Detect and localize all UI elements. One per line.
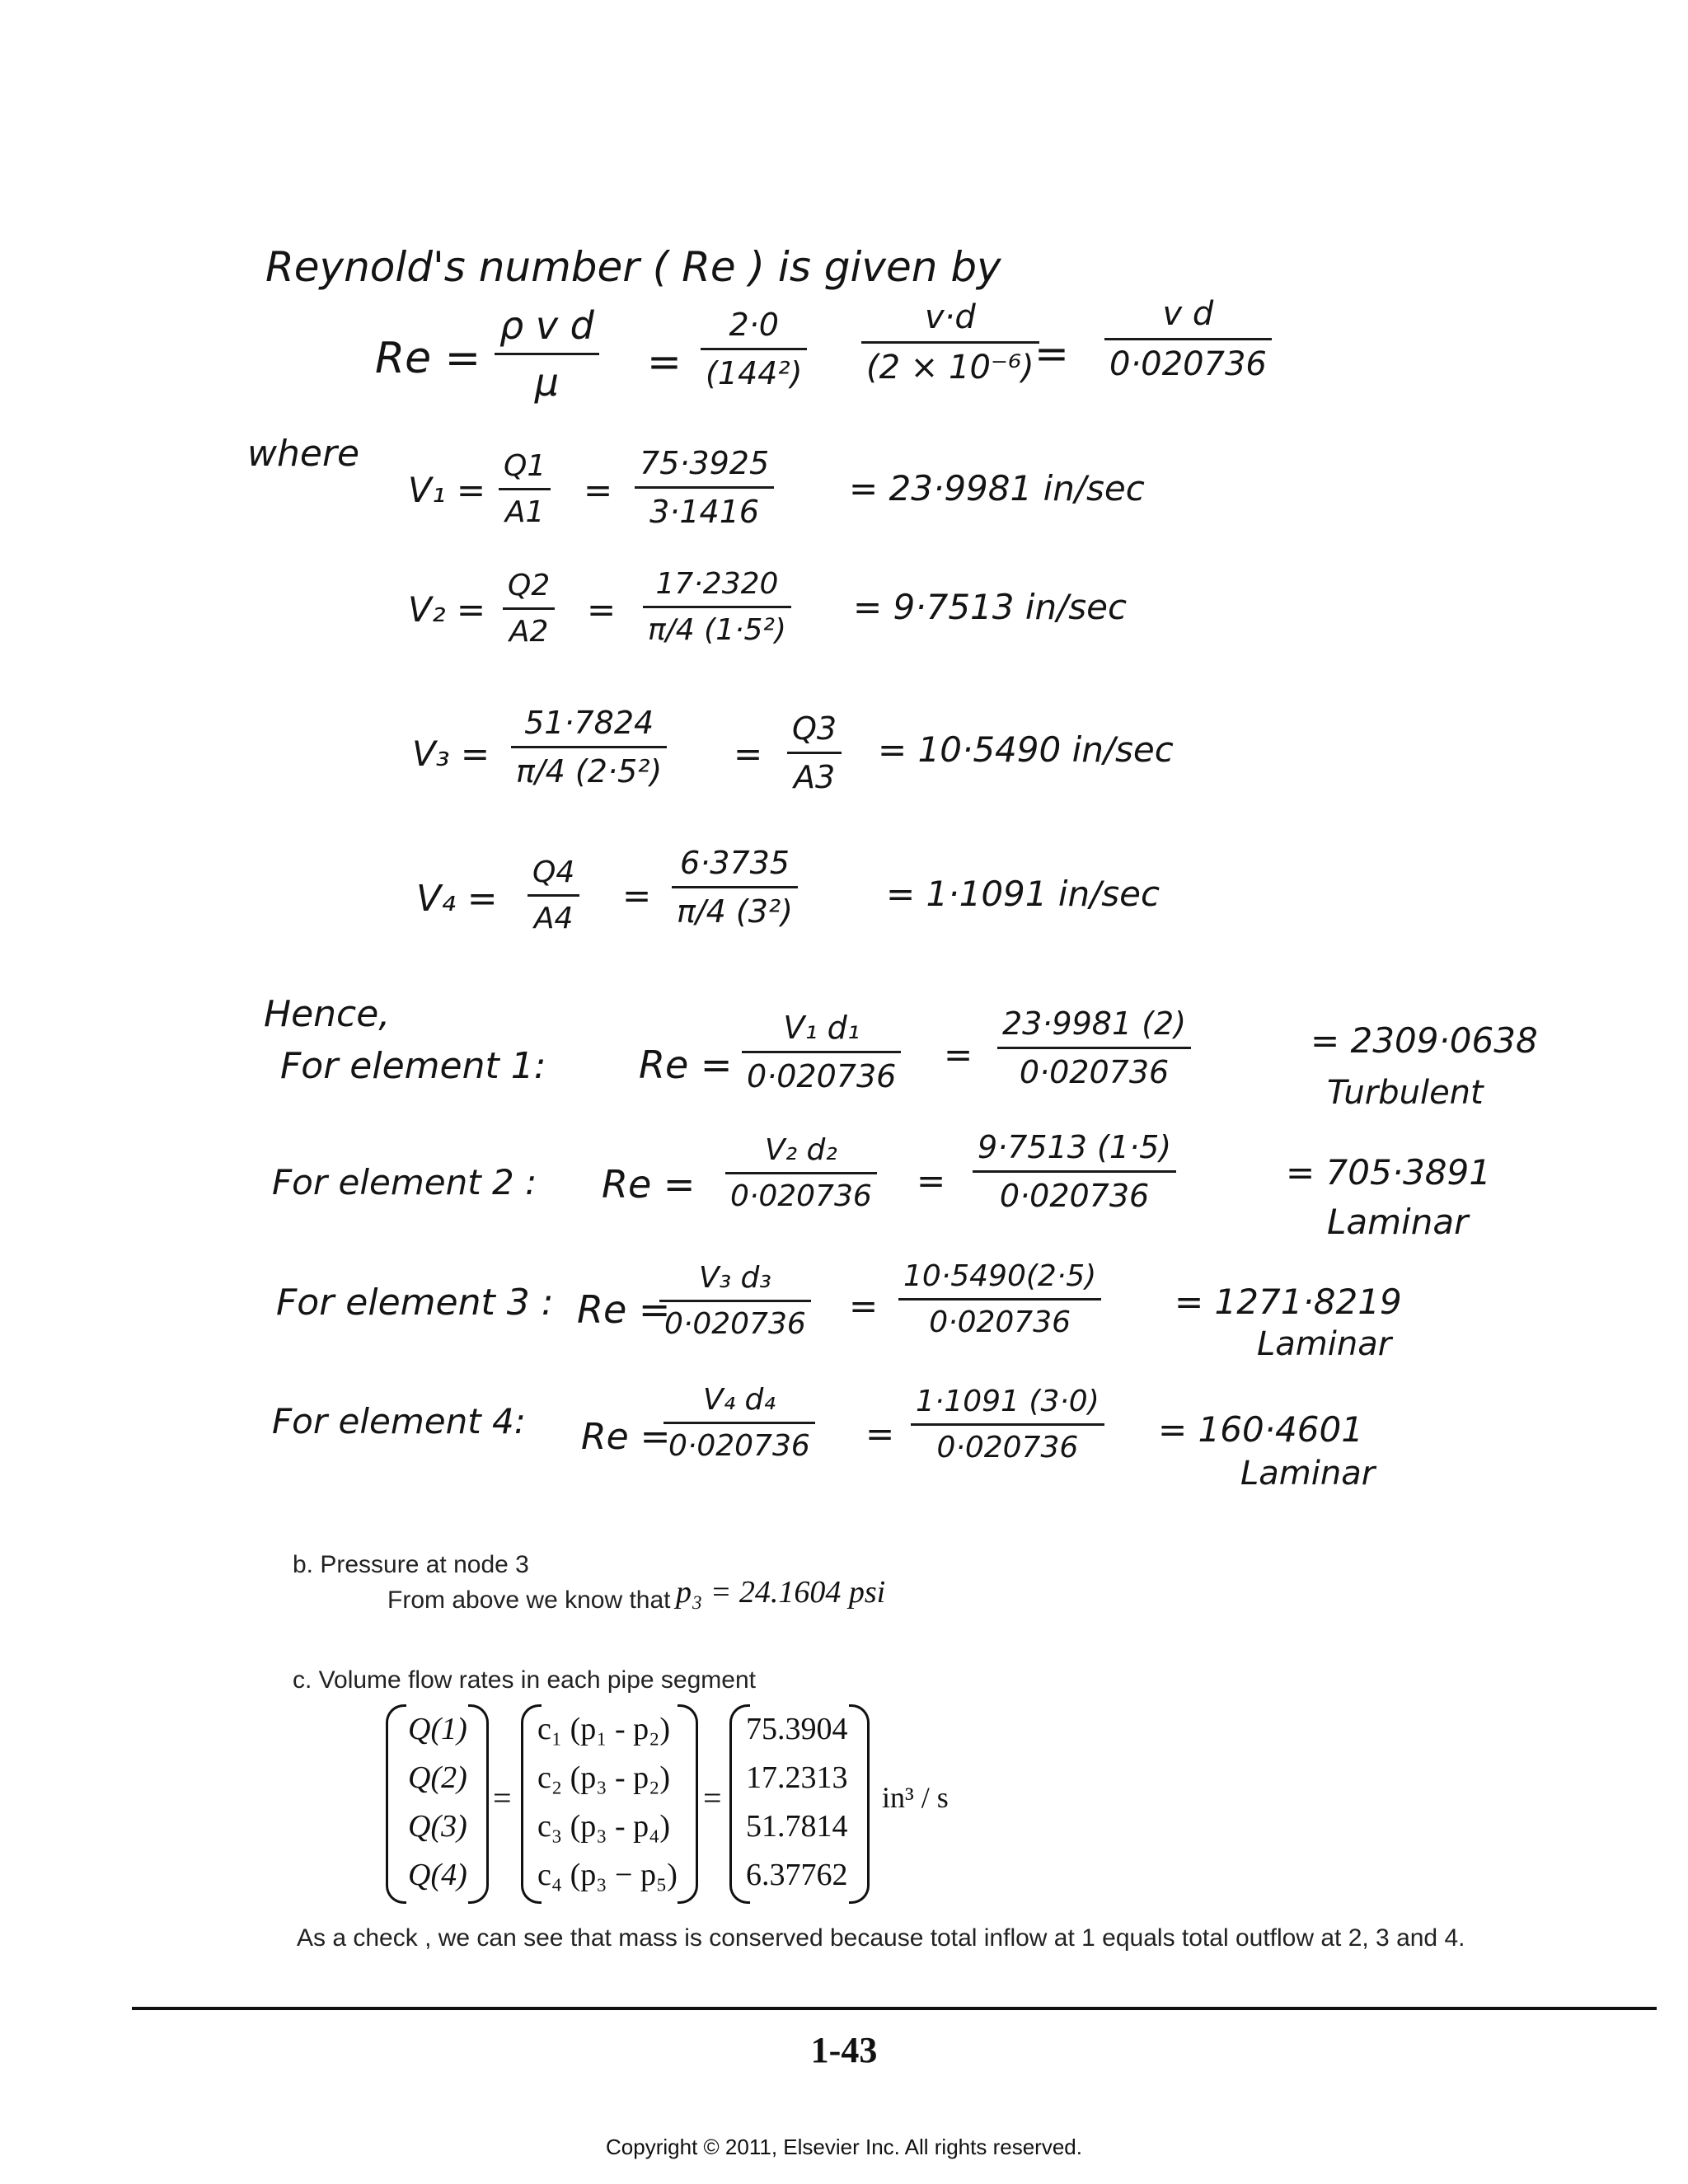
element-2-lhs: Re = [602, 1162, 696, 1207]
c-entry: c₂ (p₃ - p₂) [537, 1760, 671, 1795]
element-2-b-den: 0·020736 [999, 1178, 1150, 1214]
v3-b-num: Q3 [792, 710, 837, 747]
element-2-a-num: V₂ d₂ [764, 1133, 837, 1167]
element-3-a-den: 0·020736 [664, 1307, 806, 1341]
q-entry: Q(2) [408, 1760, 467, 1795]
v4-lhs: V₄ = [416, 878, 498, 920]
element-3-flow: Laminar [1257, 1325, 1392, 1363]
v3-fraction-a [511, 705, 667, 790]
element-1-a-num: V₁ d₁ [783, 1010, 860, 1046]
c-entry: c₃ (p₃ - p₄) [537, 1808, 671, 1844]
element-2-label: For element 2 : [272, 1162, 537, 1202]
c-entry: c₁ (p₁ - p₂) [537, 1711, 671, 1746]
re-def-fraction-4 [1104, 295, 1272, 383]
element-1-result: = 2309·0638 [1311, 1020, 1538, 1061]
part-c-heading: c. Volume flow rates in each pipe segment [293, 1666, 756, 1694]
element-1-lhs: Re = [639, 1043, 733, 1087]
element-3-fraction-b [898, 1259, 1101, 1339]
re-def-f2-den: (144²) [706, 355, 803, 391]
v-entry: 51.7814 [746, 1808, 848, 1844]
v2-b-num: 17·2320 [655, 567, 779, 601]
element-2-b-num: 9·7513 (1·5) [978, 1129, 1172, 1165]
element-1-fraction-a [742, 1010, 901, 1094]
v3-a-den: π/4 (2·5²) [516, 753, 663, 790]
element-4-label: For element 4: [272, 1401, 526, 1441]
element-2-a-den: 0·020736 [730, 1179, 872, 1213]
c-entry: c₄ (p₃ − p₅) [537, 1857, 678, 1892]
re-def-fraction-3 [861, 298, 1039, 387]
re-def-lhs: Re = [375, 334, 481, 383]
q-entry: Q(3) [408, 1808, 467, 1844]
q-entry: Q(4) [408, 1857, 467, 1892]
v-column [746, 1704, 848, 1899]
v2-b-den: π/4 (1·5²) [648, 613, 786, 647]
element-4-eq: = [865, 1413, 895, 1454]
right-brace-v [849, 1704, 870, 1904]
right-brace-c [678, 1704, 698, 1904]
re-def-f4-num: v d [1162, 295, 1214, 333]
re-def-eq2: = [1034, 330, 1069, 377]
v4-fraction-b [672, 845, 798, 930]
q-column [408, 1704, 467, 1899]
element-4-fraction-a [663, 1383, 815, 1463]
re-def-f2-num: 2·0 [729, 307, 779, 343]
v3-lhs: V₃ = [412, 733, 490, 774]
element-4-flow: Laminar [1240, 1455, 1376, 1493]
element-4-b-den: 0·020736 [936, 1431, 1079, 1465]
v1-b-den: 3·1416 [649, 494, 760, 530]
part-b-math: p₃ = 24.1604 psi [676, 1575, 886, 1610]
mass-check-text: As a check , we can see that mass is conserved because total inflow at 1 equals total outflow at 2, 3 and 4. [297, 1924, 1465, 1952]
v-entry: 75.3904 [746, 1711, 848, 1746]
element-4-result: = 160·4601 [1158, 1409, 1363, 1450]
v3-a-num: 51·7824 [524, 705, 654, 741]
element-1-eq: = [944, 1034, 973, 1075]
v4-eq: = [622, 875, 652, 916]
element-2-fraction-a [725, 1133, 877, 1213]
v-entry: 6.37762 [746, 1857, 848, 1892]
v4-result: = 1·1091 in/sec [886, 874, 1160, 914]
footer-rule [132, 2007, 1657, 2010]
v3-result: = 10·5490 in/sec [878, 729, 1174, 770]
re-def-f3-num: v·d [924, 298, 976, 336]
v2-fraction-b [643, 567, 791, 647]
left-brace-q [386, 1704, 406, 1904]
part-c-eq2: = [703, 1779, 722, 1816]
v2-a-den: A2 [509, 615, 549, 649]
copyright-text: Copyright © 2011, Elsevier Inc. All rights reserved. [606, 2135, 1082, 2159]
v1-result: = 23·9981 in/sec [849, 468, 1145, 509]
v4-a-num: Q4 [532, 855, 575, 889]
v2-lhs: V₂ = [408, 589, 486, 630]
element-3-a-num: V₃ d₃ [698, 1261, 771, 1295]
element-2-eq: = [917, 1160, 946, 1201]
element-3-b-num: 10·5490(2·5) [903, 1259, 1097, 1293]
re-def-eq1: = [647, 338, 682, 386]
element-1-flow: Turbulent [1327, 1074, 1484, 1112]
element-1-b-den: 0·020736 [1019, 1054, 1170, 1090]
element-4-fraction-b [911, 1385, 1104, 1465]
part-c-unit: in³ / s [882, 1781, 949, 1814]
v2-a-num: Q2 [508, 569, 551, 602]
re-def-f4-den: 0·020736 [1109, 345, 1267, 383]
hence-label: Hence, [264, 993, 391, 1035]
page-number: 1-43 [810, 2030, 878, 2070]
v1-fraction-b [635, 445, 774, 530]
v1-fraction-a [499, 449, 551, 529]
v3-b-den: A3 [793, 759, 836, 795]
v4-b-den: π/4 (3²) [677, 893, 793, 930]
v1-eq: = [584, 470, 613, 510]
v2-result: = 9·7513 in/sec [853, 587, 1128, 627]
v-entry: 17.2313 [746, 1760, 848, 1795]
v4-a-den: A4 [533, 902, 574, 935]
re-def-fraction-1 [495, 303, 599, 405]
element-3-lhs: Re = [577, 1287, 671, 1332]
v1-b-num: 75·3925 [640, 445, 770, 481]
element-2-result: = 705·3891 [1286, 1152, 1491, 1193]
element-4-b-num: 1·1091 (3·0) [916, 1385, 1100, 1418]
element-4-a-den: 0·020736 [668, 1429, 810, 1463]
intro-text: Reynold's number ( Re ) is given by [265, 243, 1001, 291]
right-brace-q [468, 1704, 489, 1904]
q-entry: Q(1) [408, 1711, 467, 1746]
v1-a-num: Q1 [504, 449, 546, 483]
v2-eq: = [587, 589, 617, 630]
v4-b-num: 6·3735 [680, 845, 790, 881]
element-1-fraction-b [997, 1005, 1191, 1090]
v1-lhs: V₁ = [408, 470, 486, 510]
v3-fraction-b [787, 710, 842, 795]
element-2-flow: Laminar [1327, 1202, 1469, 1242]
re-def-fraction-2 [701, 307, 807, 391]
element-3-result: = 1271·8219 [1175, 1282, 1402, 1322]
element-1-b-num: 23·9981 (2) [1002, 1005, 1187, 1042]
re-def-f1-num: ρ v d [499, 303, 594, 348]
re-def-f3-den: (2 × 10⁻⁶) [866, 349, 1034, 387]
element-3-eq: = [849, 1286, 879, 1326]
part-b-text: From above we know that [387, 1586, 671, 1614]
element-2-fraction-b [973, 1129, 1176, 1214]
element-3-fraction-a [659, 1261, 811, 1341]
element-3-b-den: 0·020736 [929, 1305, 1071, 1339]
v1-a-den: A1 [504, 495, 545, 529]
v3-eq: = [734, 733, 763, 774]
element-4-a-num: V₄ d₄ [702, 1383, 776, 1417]
v4-fraction-a [528, 855, 579, 935]
part-c-eq1: = [493, 1779, 512, 1816]
element-1-a-den: 0·020736 [747, 1058, 897, 1094]
part-b-heading: b. Pressure at node 3 [293, 1551, 529, 1578]
element-3-label: For element 3 : [276, 1282, 554, 1324]
element-1-label: For element 1: [280, 1045, 546, 1087]
element-4-lhs: Re = [581, 1416, 671, 1458]
where-label: where [247, 433, 360, 475]
v2-fraction-a [503, 569, 555, 649]
re-def-f1-den: μ [534, 360, 560, 405]
c-column [537, 1704, 678, 1899]
